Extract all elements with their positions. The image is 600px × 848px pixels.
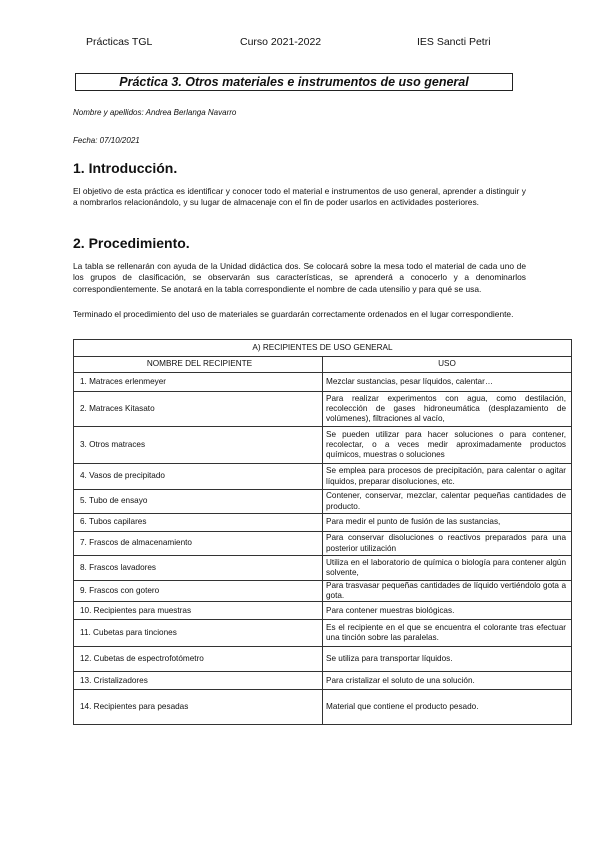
table-row (74, 490, 572, 514)
table-row (74, 427, 572, 464)
recipient-name: 1. Matraces erlenmeyer (74, 373, 323, 392)
table-row (74, 620, 572, 647)
recipient-use: Es el recipiente en el que se encuentra el colorante tras efectuar una tinción sobre las paralelas. (323, 620, 572, 647)
recipient-name: 6. Tubos capilares (74, 514, 323, 532)
recipient-name: 9. Frascos con gotero (74, 581, 323, 602)
recipient-use: Se emplea para procesos de precipitación, para calentar o agitar líquidos, preparar disoluciones, etc. (323, 464, 572, 490)
table-row (74, 532, 572, 556)
recipient-name: 4. Vasos de precipitado (74, 464, 323, 490)
table-group-title: A) RECIPIENTES DE USO GENERAL (74, 340, 572, 357)
recipient-name: 7. Frascos de almacenamiento (74, 532, 323, 556)
intro-paragraph: El objetivo de esta práctica es identificar y conocer todo el material e instrumentos de uso general, aprender a distinguir y a nombrarlos relacionándolo, y su lugar de almacenaje con el fin de poder usarlos en actividades posteriores. (73, 186, 526, 208)
procedure-paragraph-2: Terminado el procedimiento del uso de materiales se guardarán correctamente ordenados en el lugar correspondiente. (73, 309, 514, 319)
table-row (74, 647, 572, 672)
header-course-label: Prácticas TGL (86, 36, 153, 48)
intro-heading: 1. Introducción. (73, 160, 178, 176)
recipient-use: Para conservar disoluciones o reactivos preparados para una posterior utilización (323, 532, 572, 556)
recipient-name: 10. Recipientes para muestras (74, 602, 323, 620)
column-header-name: NOMBRE DEL RECIPIENTE (74, 357, 323, 373)
table-row (74, 392, 572, 427)
table-row (74, 690, 572, 725)
recipient-name: 5. Tubo de ensayo (74, 490, 323, 514)
date-line: Fecha: 07/10/2021 (73, 136, 140, 145)
recipient-name: 2. Matraces Kitasato (74, 392, 323, 427)
table-row (74, 464, 572, 490)
recipient-name: 8. Frascos lavadores (74, 556, 323, 581)
recipient-name: 14. Recipientes para pesadas (74, 690, 323, 725)
table-row (74, 556, 572, 581)
recipients-table (73, 339, 572, 725)
recipient-use: Contener, conservar, mezclar, calentar pequeñas cantidades de producto. (323, 490, 572, 514)
header-school: IES Sancti Petri (417, 36, 491, 48)
student-name: Nombre y apellidos: Andrea Berlanga Navarro (73, 108, 237, 117)
recipient-name: 13. Cristalizadores (74, 672, 323, 690)
recipient-name: 11. Cubetas para tinciones (74, 620, 323, 647)
recipient-use: Mezclar sustancias, pesar líquidos, calentar… (323, 373, 572, 392)
recipient-use: Utiliza en el laboratorio de química o biología para contener algún solvente, (323, 556, 572, 581)
header-year: Curso 2021-2022 (240, 36, 322, 48)
practice-title: Práctica 3. Otros materiales e instrumentos de uso general (75, 73, 513, 91)
procedure-heading: 2. Procedimiento. (73, 235, 190, 251)
recipient-use: Para cristalizar el soluto de una solución. (323, 672, 572, 690)
recipient-use: Para trasvasar pequeñas cantidades de líquido vertiéndolo gota a gota. (323, 581, 572, 602)
recipient-name: 3. Otros matraces (74, 427, 323, 464)
recipient-use: Para realizar experimentos con agua, como destilación, recolección de gases hidroneumática (desplazamiento de volúmenes), filtraciones al vacío, (323, 392, 572, 427)
table-row (74, 373, 572, 392)
procedure-paragraph-1: La tabla se rellenarán con ayuda de la Unidad didáctica dos. Se colocará sobre la mesa todo el material de cada uno de los grupos de clasificación, se observarán sus características, se aprenderá a conocerlo y a denominarlos correspondientemente. Se anotará en la tabla correspondiente el nombre de cada utensilio y para qué se usa. (73, 261, 526, 294)
table-row (74, 602, 572, 620)
recipient-use: Material que contiene el producto pesado. (323, 690, 572, 725)
recipient-use: Para contener muestras biológicas. (323, 602, 572, 620)
recipient-use: Para medir el punto de fusión de las sustancias, (323, 514, 572, 532)
table-row (74, 514, 572, 532)
table-row (74, 672, 572, 690)
recipient-use: Se utiliza para transportar líquidos. (323, 647, 572, 672)
column-header-use: USO (323, 357, 572, 373)
table-row (74, 581, 572, 602)
recipient-name: 12. Cubetas de espectrofotómetro (74, 647, 323, 672)
page-header (0, 36, 600, 52)
recipient-use: Se pueden utilizar para hacer soluciones o para contener, recolectar, o a veces medir aproximadamente productos químicos, muestras o soluciones (323, 427, 572, 464)
